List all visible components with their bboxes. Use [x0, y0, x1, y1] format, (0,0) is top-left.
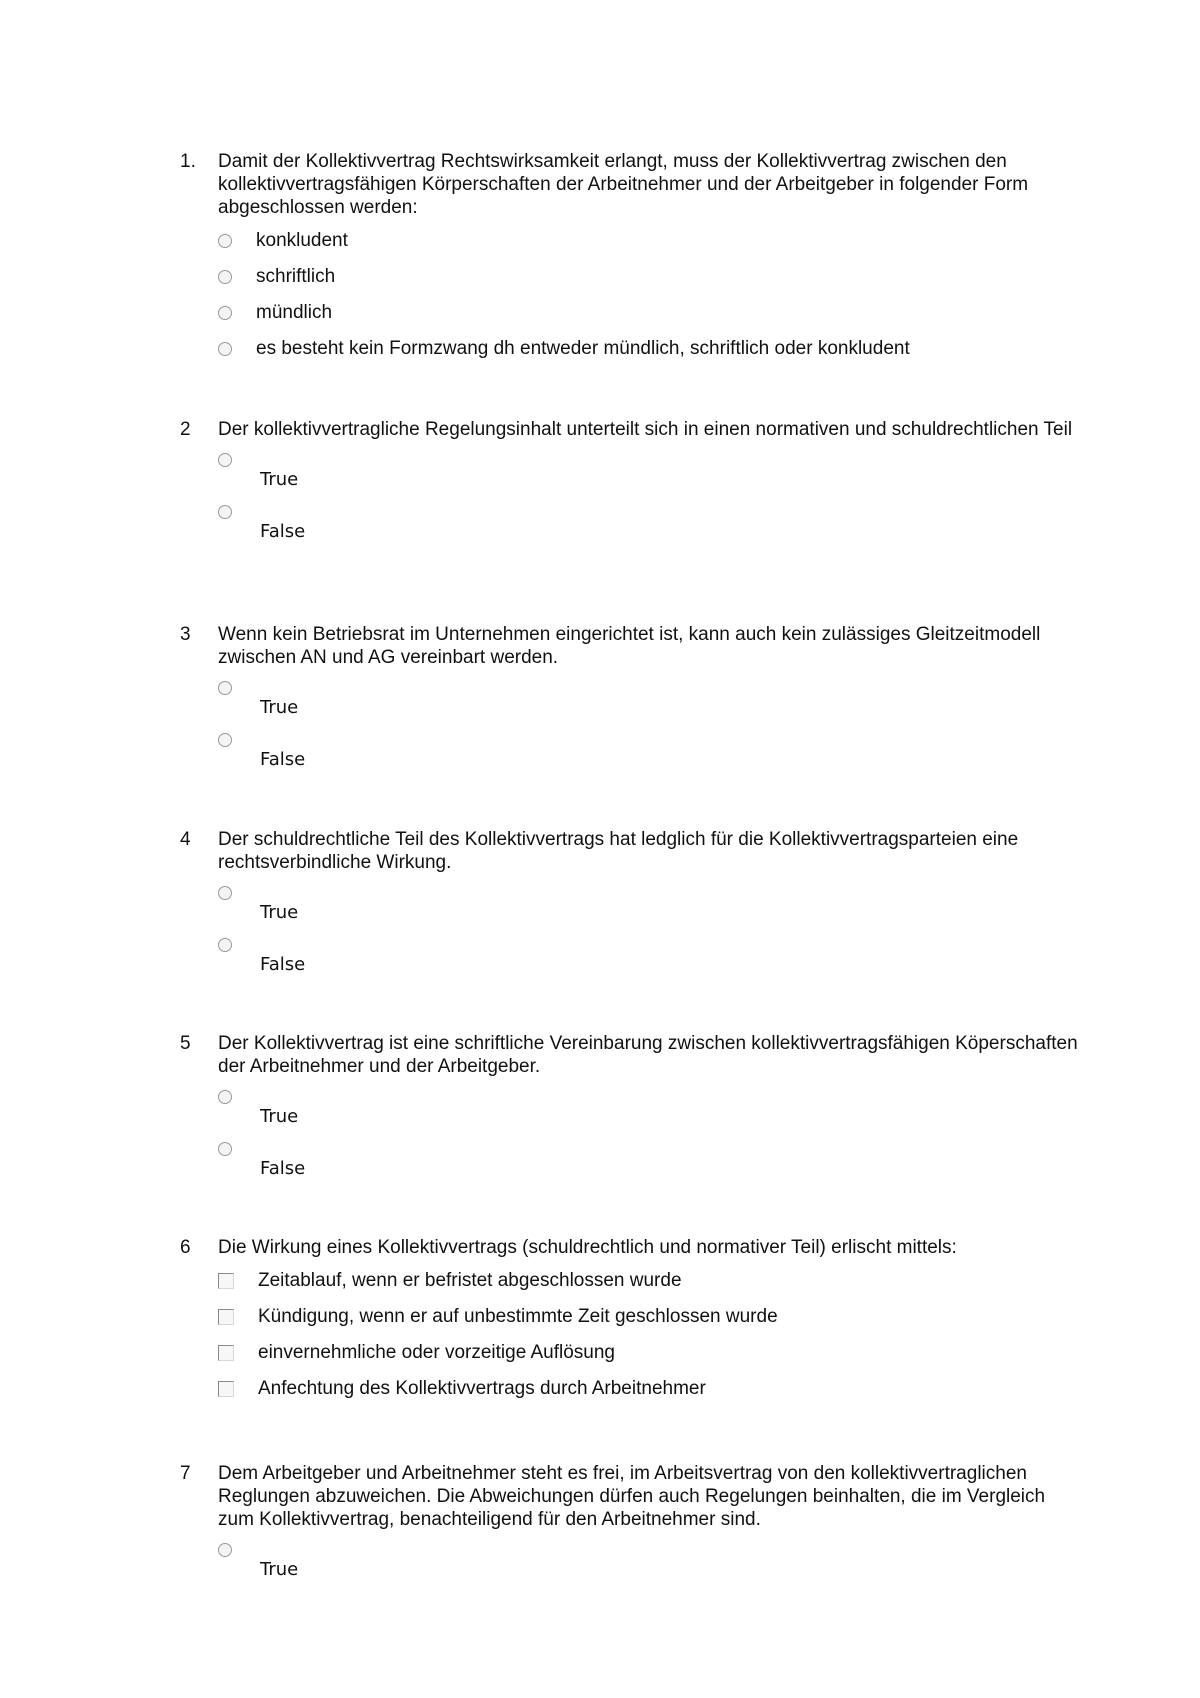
option-label: konkludent	[256, 230, 348, 251]
radio-button[interactable]	[218, 342, 232, 356]
option-label: es besteht kein Formzwang dh entweder mündlich, schriftlich oder konkludent	[256, 338, 910, 359]
question-number: 6	[180, 1237, 191, 1258]
answer-option[interactable]	[218, 1269, 1080, 1305]
answer-option-true[interactable]	[218, 679, 1080, 731]
answer-options	[218, 1269, 1080, 1413]
answer-option-true[interactable]	[218, 1541, 1080, 1593]
option-label: schriftlich	[256, 266, 336, 287]
answer-option[interactable]	[218, 229, 1080, 265]
radio-button[interactable]	[218, 234, 232, 248]
question-number: 2	[180, 419, 191, 440]
answer-option-true[interactable]	[218, 451, 1080, 503]
answer-options	[218, 229, 1080, 373]
option-label: Zeitablauf, wenn er befristet abgeschlossen wurde	[258, 1270, 682, 1291]
option-label: True	[260, 1559, 299, 1580]
answer-option[interactable]	[218, 265, 1080, 301]
answer-options	[218, 451, 1080, 555]
answer-option[interactable]	[218, 337, 1080, 373]
answer-options	[218, 679, 1080, 783]
question-text: Wenn kein Betriebsrat im Unternehmen eingerichtet ist, kann auch kein zulässiges Gleitzeitmodell zwischen AN und AG vereinbart werden.	[218, 624, 1041, 668]
answer-option-false[interactable]	[218, 936, 1080, 988]
question-text: Der kollektivvertragliche Regelungsinhalt unterteilt sich in einen normativen und schuldrechtlichen Teil	[218, 419, 1073, 440]
question-number: 5	[180, 1033, 191, 1054]
option-label: False	[260, 954, 306, 975]
question-1	[180, 150, 1080, 373]
option-label: False	[260, 521, 306, 542]
radio-button[interactable]	[218, 733, 232, 747]
option-label: Kündigung, wenn er auf unbestimmte Zeit geschlossen wurde	[258, 1306, 778, 1327]
option-label: False	[260, 749, 306, 770]
answer-option[interactable]	[218, 1305, 1080, 1341]
question-5	[180, 1032, 1080, 1192]
answer-options	[218, 1541, 1080, 1593]
answer-option-false[interactable]	[218, 503, 1080, 555]
option-label: True	[260, 469, 299, 490]
radio-button[interactable]	[218, 938, 232, 952]
checkbox[interactable]	[218, 1273, 234, 1289]
checkbox[interactable]	[218, 1345, 234, 1361]
question-number: 3	[180, 624, 191, 645]
question-number: 4	[180, 829, 191, 850]
question-number: 1.	[180, 151, 196, 172]
option-label: mündlich	[256, 302, 333, 323]
question-text: Damit der Kollektivvertrag Rechtswirksamkeit erlangt, muss der Kollektivvertrag zwischen den kollektivvertragsfähigen Körperschaften der Arbeitnehmer und der Arbeitgeber in folgender Form abgeschlossen werden:	[218, 151, 1029, 218]
question-6	[180, 1236, 1080, 1413]
answer-option-false[interactable]	[218, 1140, 1080, 1192]
option-label: True	[260, 902, 299, 923]
question-number: 7	[180, 1463, 191, 1484]
question-7	[180, 1462, 1080, 1593]
radio-button[interactable]	[218, 306, 232, 320]
question-2	[180, 418, 1080, 555]
answer-options	[218, 1088, 1080, 1192]
option-label: True	[260, 1106, 299, 1127]
answer-options	[218, 884, 1080, 988]
answer-option-true[interactable]	[218, 1088, 1080, 1140]
question-4	[180, 828, 1080, 988]
checkbox[interactable]	[218, 1309, 234, 1325]
question-text: Dem Arbeitgeber und Arbeitnehmer steht es frei, im Arbeitsvertrag von den kollektivvertraglichen Reglungen abzuweichen. Die Abweichungen dürfen auch Regelungen beinhalten, die im Vergleich zum Kollektivvertrag, benachteiligend für den Arbeitnehmer sind.	[218, 1463, 1046, 1530]
option-label: True	[260, 697, 299, 718]
answer-option-false[interactable]	[218, 731, 1080, 783]
option-label: Anfechtung des Kollektivvertrags durch Arbeitnehmer	[258, 1378, 706, 1399]
option-label: False	[260, 1158, 306, 1179]
radio-button[interactable]	[218, 1142, 232, 1156]
answer-option[interactable]	[218, 1377, 1080, 1413]
radio-button[interactable]	[218, 270, 232, 284]
question-text: Der Kollektivvertrag ist eine schriftliche Vereinbarung zwischen kollektivvertragsfähigen Köperschaften der Arbeitnehmer und der Arbeitgeber.	[218, 1033, 1078, 1077]
radio-button[interactable]	[218, 1090, 232, 1104]
radio-button[interactable]	[218, 1543, 232, 1557]
question-text: Der schuldrechtliche Teil des Kollektivvertrags hat ledglich für die Kollektivvertragsparteien eine rechtsverbindliche Wirkung.	[218, 829, 1019, 873]
question-text: Die Wirkung eines Kollektivvertrags (schuldrechtlich und normativer Teil) erlischt mittels:	[218, 1237, 957, 1258]
answer-option[interactable]	[218, 301, 1080, 337]
checkbox[interactable]	[218, 1381, 234, 1397]
radio-button[interactable]	[218, 886, 232, 900]
option-label: einvernehmliche oder vorzeitige Auflösung	[258, 1342, 615, 1363]
radio-button[interactable]	[218, 453, 232, 467]
answer-option[interactable]	[218, 1341, 1080, 1377]
radio-button[interactable]	[218, 505, 232, 519]
question-3	[180, 623, 1080, 783]
radio-button[interactable]	[218, 681, 232, 695]
answer-option-true[interactable]	[218, 884, 1080, 936]
